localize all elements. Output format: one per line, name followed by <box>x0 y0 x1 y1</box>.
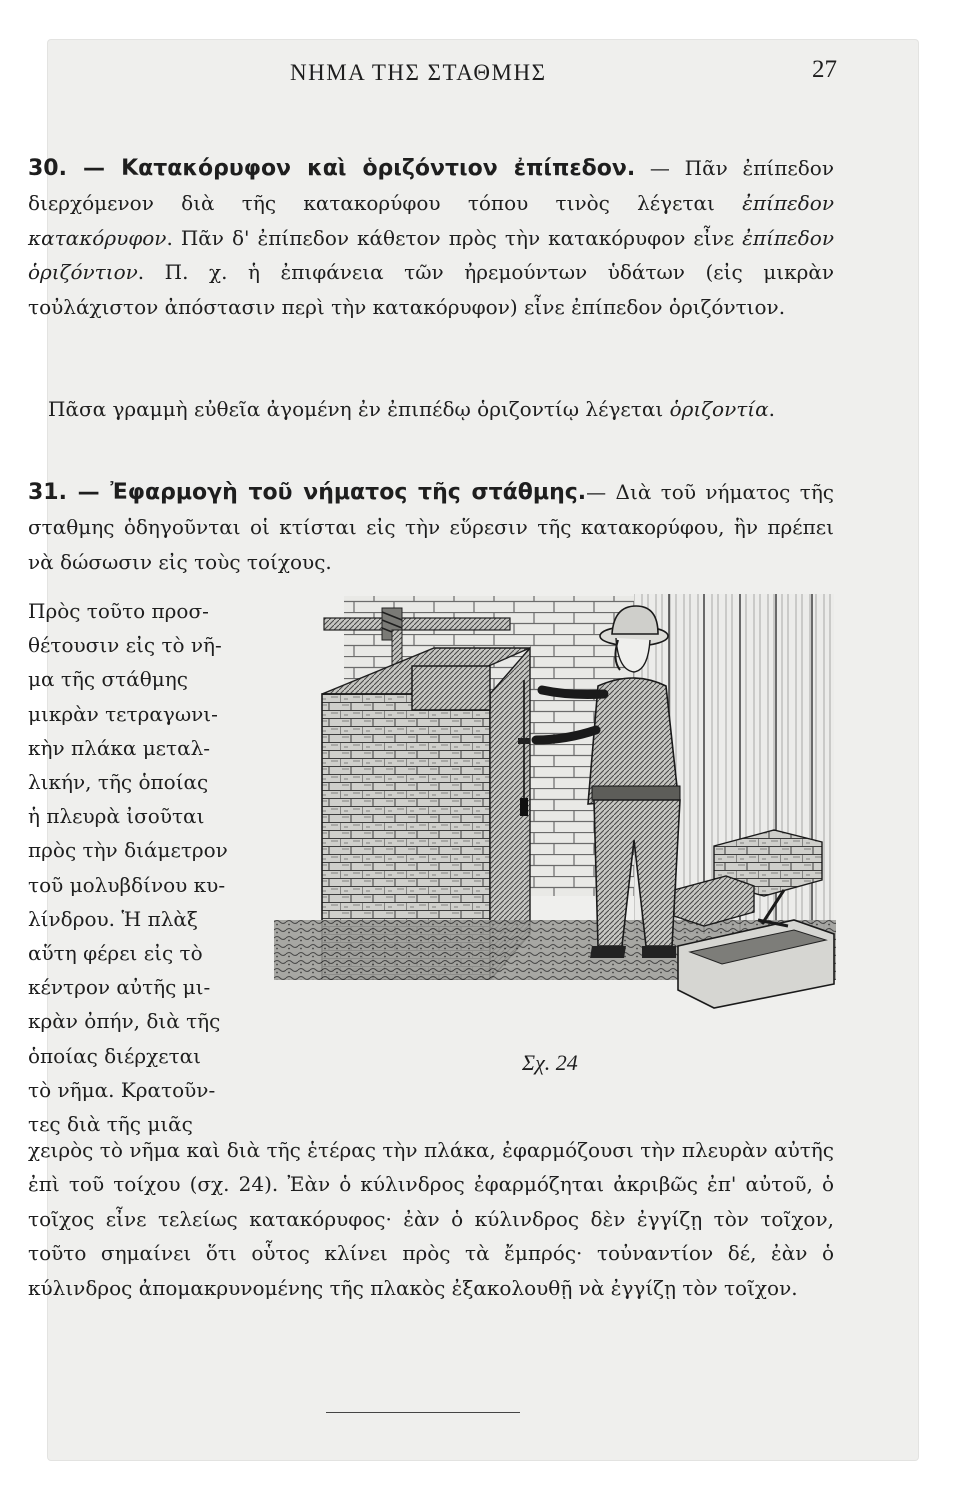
wrap-line: θέτουσιν εἰς τὸ νῆ- <box>28 633 222 658</box>
wrap-line: λικήν, τῆς ὁποίας <box>28 770 209 795</box>
plumb-line-illustration <box>274 590 836 1026</box>
wrap-line: Πρὸς τοῦτο προσ- <box>28 599 209 623</box>
section-30-text-2: . Πᾶν δ' ἐπίπεδον κάθετον πρὸς τὴν κατακόρυφον εἶνε <box>166 225 743 250</box>
section-30-text-4-end: . <box>768 397 776 421</box>
running-head: ΝΗΜΑ ΤΗΣ ΣΤΑΘΜΗΣ <box>290 60 547 85</box>
figure-wrap-text <box>28 594 276 1141</box>
section-31-text-1: — Διὰ τοῦ νήματος τῆς σταθμης ὁδηγοῦνται οἱ κτίσται εἰς τὴν εὕρεσιν τῆς κατακορύφου, ἣν πρέπει νὰ δώσωσιν εἰς τοὺς τοίχους. <box>28 480 834 574</box>
section-30-heading: 30. — Κατακόρυφον καὶ ὁριζόντιον ἐπίπεδον. <box>28 156 636 181</box>
section-30-paragraph <box>28 151 834 324</box>
section-31-paragraph <box>28 475 834 579</box>
bottom-rule <box>326 1412 520 1413</box>
term-horizontal-line: ὁριζοντία <box>669 397 769 421</box>
section-30-text-1: — Πᾶν ἐπίπεδον διερχόμενον διὰ τῆς κατακορύφου τόπου τινὸς λέγεται <box>28 156 834 216</box>
wrap-line: τοῦ μολυβδίνου κυ- <box>28 872 226 897</box>
section-30-paragraph-2 <box>28 392 834 426</box>
wrap-line: πρὸς τὴν διάμετρον <box>28 838 228 863</box>
section-31-heading: 31. — Ἐφαρμογὴ τοῦ νήματος τῆς στάθμης. <box>28 480 587 505</box>
wrap-line: κρὰν ὀπήν, διὰ τῆς <box>28 1009 221 1034</box>
scaffold-beam <box>324 618 510 630</box>
section-30-text-4: Πᾶσα γραμμὴ εὐθεῖα ἀγομένη ἐν ἐπιπέδῳ ὁριζοντίῳ λέγεται <box>48 397 670 421</box>
wrap-line: ἡ πλευρὰ ἰσοῦται <box>28 804 205 829</box>
wrap-line: τες διὰ τῆς μιᾶς <box>28 1112 193 1137</box>
wrap-line: λίνδρου. Ἡ πλὰξ <box>28 906 198 931</box>
section-30-text-3: . Π. χ. ἡ ἐπιφάνεια τῶν ἠρεμούντων ὑδάτων (εἰς μικρὰν τοὐλάχιστον ἀπόστασιν περὶ τὴν κατακόρυφον) εἶνε ἐπίπεδον ὁριζόντιον. <box>28 260 834 319</box>
plumb-bob <box>520 798 528 816</box>
wrap-line: τὸ νῆμα. Κρατοῦν- <box>28 1077 216 1102</box>
wrap-line: κὴν πλάκα μεταλ- <box>28 735 211 760</box>
figure-caption: Σχ. 24 <box>522 1050 578 1075</box>
term-vertical-plane: ἐπίπεδον κατακόρυφον <box>28 191 834 250</box>
wrap-line: ὁποίας διέρχεται <box>28 1043 202 1068</box>
wrap-line: κέντρον αὐτῆς μι- <box>28 975 211 1000</box>
term-horizontal-plane: ἐπίπεδον ὁριζόντιον <box>28 225 834 285</box>
wrap-line: μα τῆς στάθμης <box>28 667 188 692</box>
section-31-paragraph-2: χειρὸς τὸ νῆμα καὶ διὰ τῆς ἑτέρας τὴν πλάκα, ἐφαρμόζουσι τὴν πλευρὰν αὐτῆς ἐπὶ τοῦ τοίχου (σχ. 24). Ἐὰν ὁ κύλινδρος ἐφαρμόζηται ἀκριβῶς ἐπ' αὐτοῦ, ὁ τοῖχος εἶνε τελείως κατακόρυφος· ἐὰν ὁ κύλινδρος δὲν ἐγγίζῃ τὸν τοῖχον, τοῦτο σημαίνει ὅτι οὗτος κλίνει πρὸς τὰ ἔμπρός· τοὐναντίον δέ, ἐὰν ὁ κύλινδρος ἀπομακρυνομένης τῆς πλακὸς ἐξακολουθῇ νὰ ἐγγίζῃ τὸν τοῖχον. <box>28 1138 834 1300</box>
wrap-line: αὕτη φέρει εἰς τὸ <box>28 941 203 966</box>
wrap-line: μικρὰν τετραγωνι- <box>28 701 218 726</box>
page-number: 27 <box>812 56 837 83</box>
